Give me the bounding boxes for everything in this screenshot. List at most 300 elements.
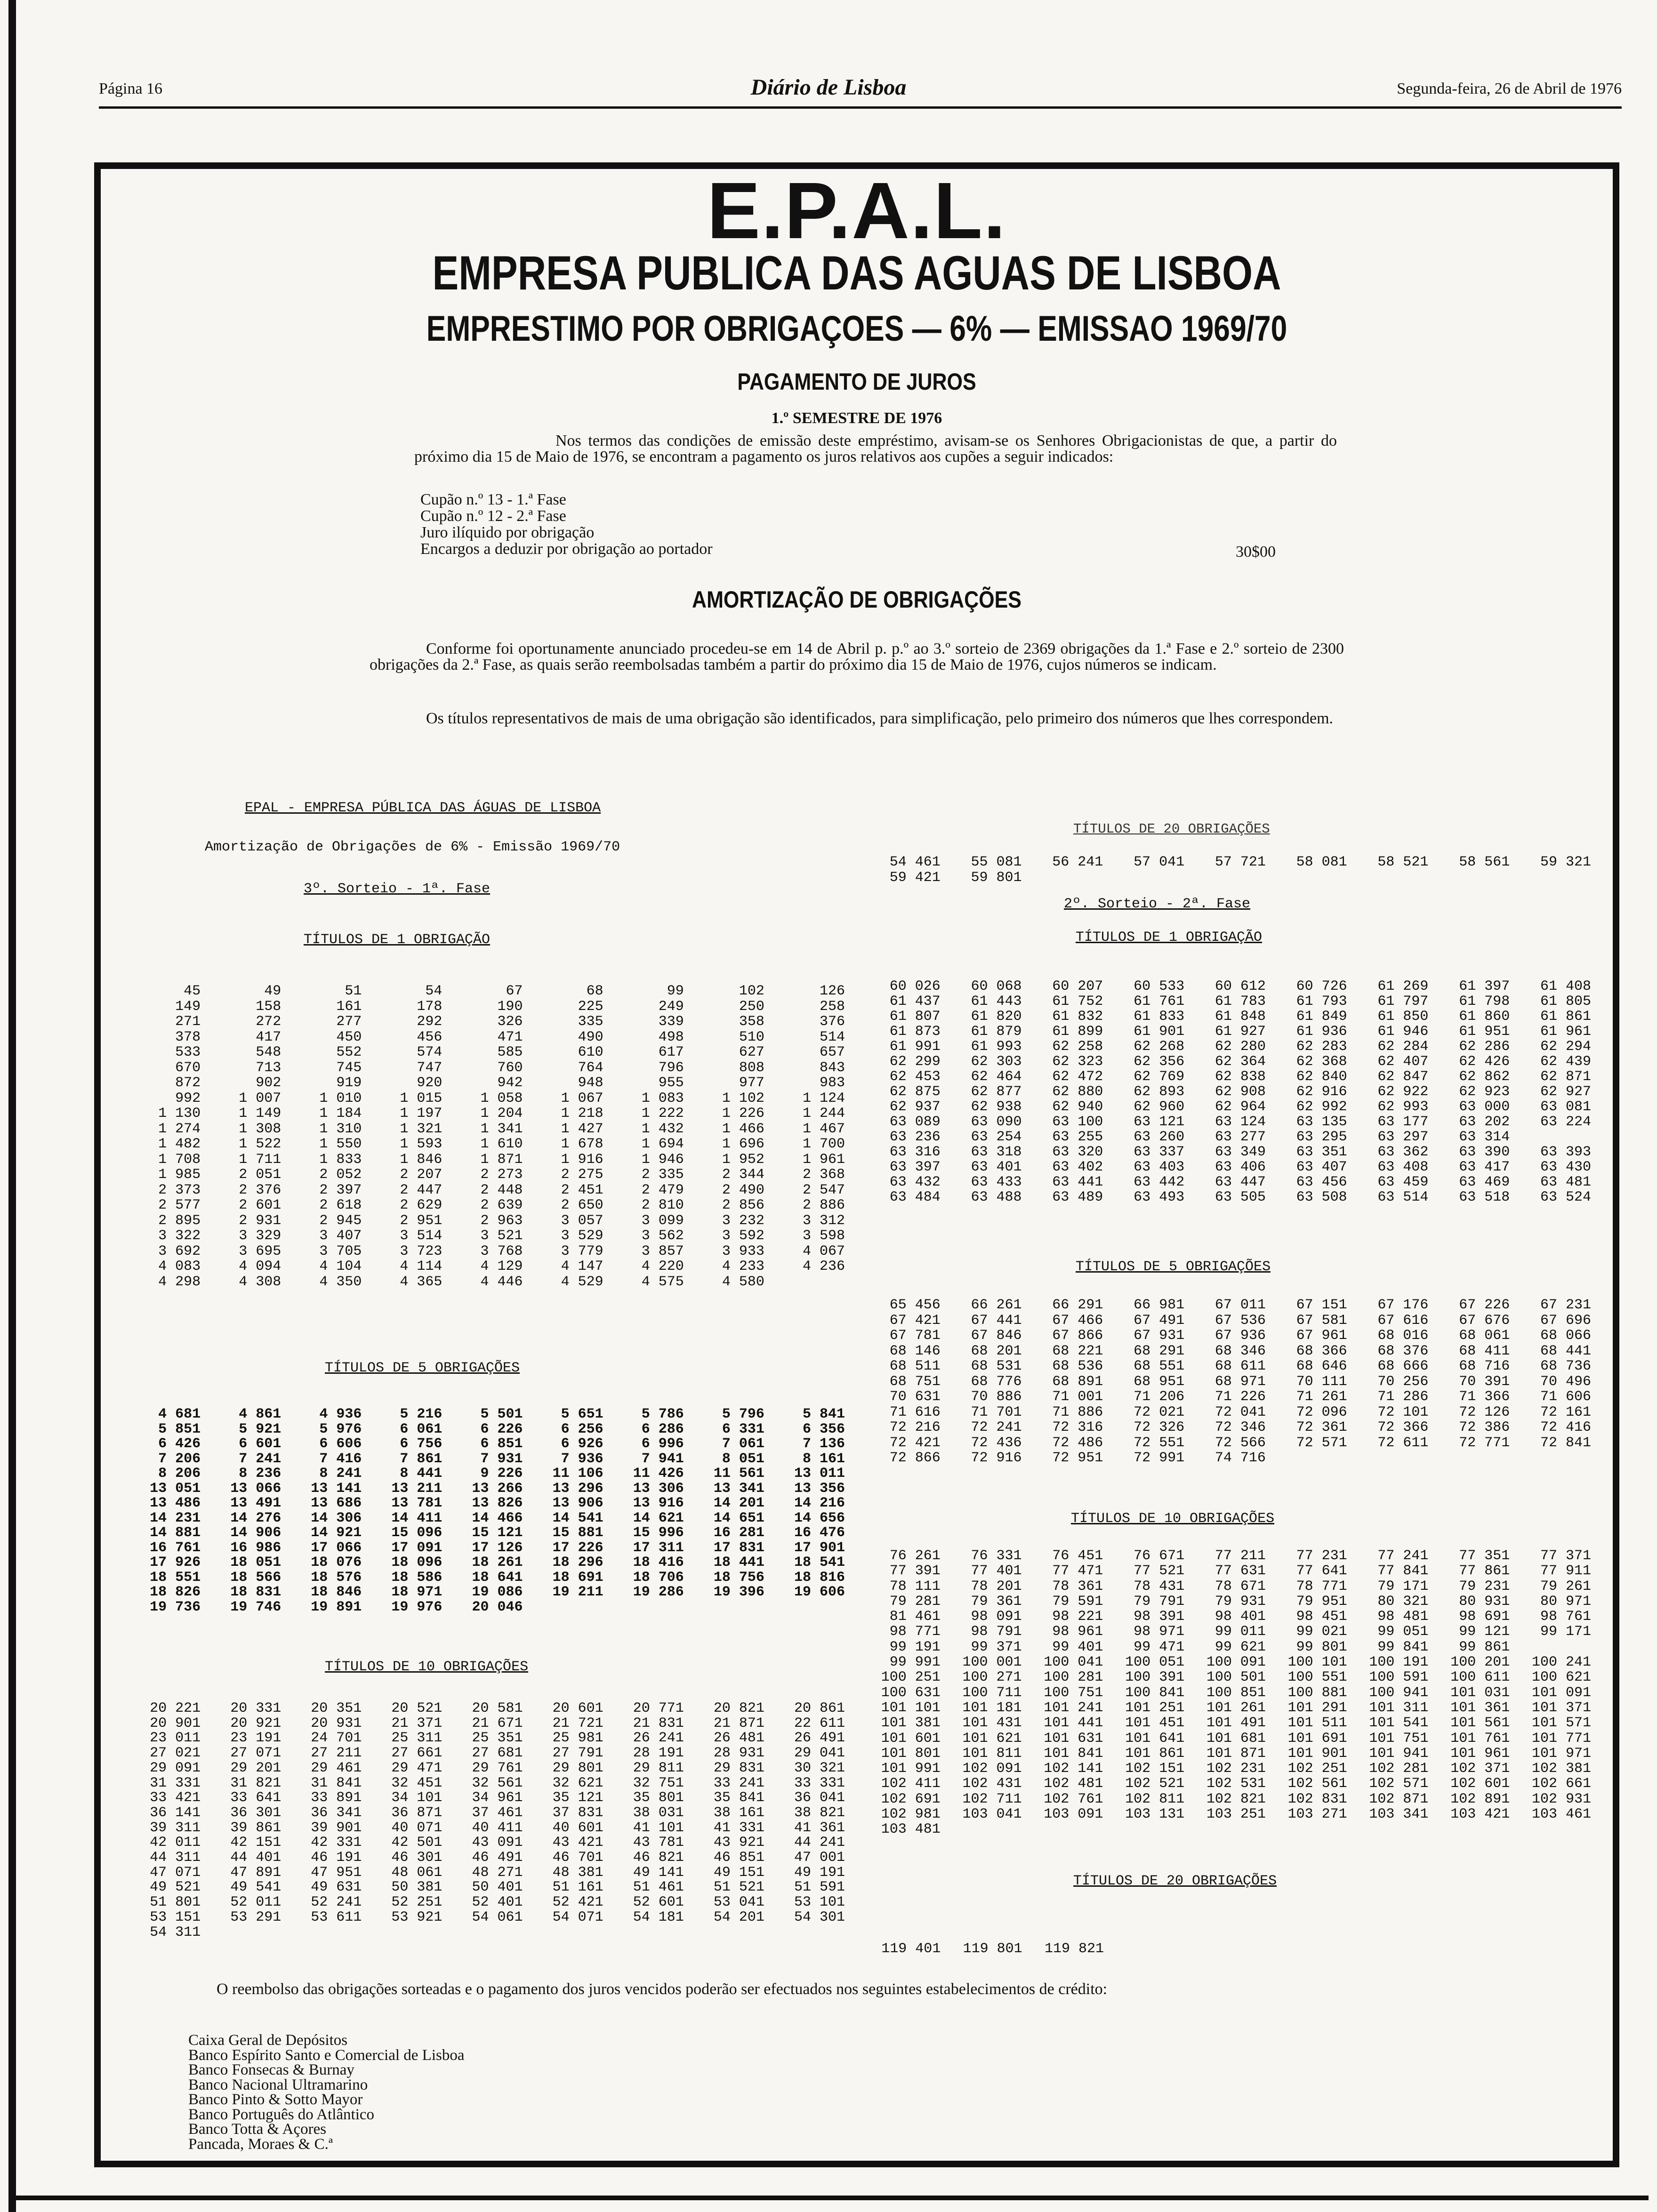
bond-number: 1 610 <box>480 1136 523 1152</box>
fase2-heading-5: TÍTULOS DE 5 OBRIGAÇÕES <box>1076 1259 1271 1275</box>
bond-number: 627 <box>739 1044 764 1060</box>
bond-number: 101 431 <box>962 1715 1022 1731</box>
bond-number: 103 481 <box>881 1821 941 1838</box>
bond-number: 1 222 <box>641 1106 684 1122</box>
bond-number: 62 268 <box>1134 1039 1185 1055</box>
bond-number <box>1266 1822 1347 1837</box>
bond-number: 63 469 <box>1459 1174 1510 1190</box>
bond-number: 102 381 <box>1531 1761 1591 1777</box>
bond-number: 17 311 <box>633 1539 684 1556</box>
bond-number: 14 411 <box>391 1510 442 1526</box>
bond-number: 4 936 <box>319 1406 362 1422</box>
bond-number: 27 211 <box>311 1745 362 1762</box>
bond-number: 6 356 <box>802 1421 845 1437</box>
bond-number: 5 216 <box>400 1406 442 1422</box>
bond-number: 62 472 <box>1052 1069 1103 1085</box>
bond-number: 6 756 <box>400 1436 442 1452</box>
bond-number: 71 286 <box>1377 1389 1429 1405</box>
bond-number: 43 921 <box>713 1835 764 1851</box>
bond-number: 21 721 <box>552 1715 603 1731</box>
bond-number: 7 931 <box>480 1451 523 1467</box>
bond-number: 33 641 <box>230 1790 282 1806</box>
footer-rule <box>8 2196 1649 2200</box>
bond-number: 14 921 <box>311 1525 362 1541</box>
bond-number: 32 751 <box>633 1775 684 1791</box>
bond-number: 8 241 <box>319 1466 362 1482</box>
bond-number: 1 321 <box>400 1121 442 1137</box>
bond-number: 19 976 <box>391 1599 442 1615</box>
bond-number: 18 826 <box>150 1584 201 1600</box>
bond-number: 5 651 <box>561 1406 603 1422</box>
bond-number: 39 901 <box>311 1819 362 1836</box>
bond-number: 100 001 <box>962 1654 1022 1671</box>
bond-number: 27 661 <box>391 1745 442 1762</box>
bond-number: 62 453 <box>889 1069 941 1085</box>
bond-number: 35 121 <box>552 1790 603 1806</box>
bond-number: 942 <box>497 1075 523 1091</box>
bond-number: 2 052 <box>319 1167 362 1183</box>
bond-number: 63 277 <box>1215 1129 1266 1145</box>
bond-number: 27 791 <box>552 1745 603 1762</box>
bond-number: 61 873 <box>889 1024 941 1040</box>
bond-number: 339 <box>658 1014 684 1030</box>
bond-number: 17 066 <box>311 1539 362 1556</box>
bond-number: 61 861 <box>1540 1009 1591 1025</box>
bond-number: 4 580 <box>722 1274 764 1290</box>
bond-number: 63 254 <box>971 1129 1022 1145</box>
bond-number: 35 801 <box>633 1790 684 1806</box>
fase2-titles-5-grid <box>859 1298 1591 1466</box>
bond-number: 62 964 <box>1215 1099 1266 1115</box>
bond-number: 1 218 <box>561 1106 603 1122</box>
bond-number: 101 541 <box>1369 1715 1429 1731</box>
bond-number: 1 244 <box>802 1106 845 1122</box>
bank-name: Banco Nacional Ultramarino <box>188 2076 368 2093</box>
bond-number: 71 616 <box>889 1404 941 1420</box>
bond-number: 2 951 <box>400 1212 442 1229</box>
bond-number: 5 851 <box>158 1421 201 1437</box>
bond-number: 15 096 <box>391 1525 442 1541</box>
bond-number: 67 781 <box>889 1328 941 1344</box>
bond-number: 62 875 <box>889 1084 941 1100</box>
bond-number: 68 <box>586 983 603 999</box>
bond-number: 79 791 <box>1134 1593 1185 1610</box>
bond-number: 5 841 <box>802 1406 845 1422</box>
bond-number: 1 522 <box>239 1136 282 1152</box>
bond-number <box>764 1925 845 1940</box>
bond-number: 77 631 <box>1215 1563 1266 1579</box>
bond-number: 42 011 <box>150 1835 201 1851</box>
bond-number: 100 091 <box>1206 1654 1266 1671</box>
interest-heading: PAGAMENTO DE JUROS <box>737 369 976 395</box>
bond-number: 63 297 <box>1377 1129 1429 1145</box>
bond-number: 20 521 <box>391 1700 442 1716</box>
bond-number: 76 261 <box>889 1548 941 1564</box>
bond-number: 7 241 <box>239 1451 282 1467</box>
bond-number: 49 541 <box>230 1879 282 1896</box>
fase1-heading-5: TÍTULOS DE 5 OBRIGAÇÕES <box>325 1360 520 1376</box>
fase1-heading-1: TÍTULOS DE 1 OBRIGAÇÃO <box>304 932 491 948</box>
bond-number: 52 251 <box>391 1894 442 1911</box>
amortization-heading: AMORTIZAÇÃO DE OBRIGAÇÕES <box>692 586 1022 613</box>
bond-number: 54 301 <box>794 1909 845 1925</box>
bond-number: 67 846 <box>971 1328 1022 1344</box>
bond-number: 3 322 <box>158 1228 201 1244</box>
bond-number: 62 992 <box>1296 1099 1347 1115</box>
bond-number: 62 916 <box>1296 1084 1347 1100</box>
bond-number: 5 501 <box>480 1406 523 1422</box>
bond-number: 79 951 <box>1296 1593 1347 1610</box>
bond-number: 29 761 <box>472 1760 523 1776</box>
bond-number: 77 351 <box>1459 1548 1510 1564</box>
bond-number: 71 886 <box>1052 1404 1103 1420</box>
bond-number: 2 490 <box>722 1182 764 1198</box>
bond-number: 72 241 <box>971 1419 1022 1435</box>
bond-number: 76 451 <box>1052 1548 1103 1564</box>
bond-number: 72 161 <box>1540 1404 1591 1420</box>
bond-number: 6 226 <box>480 1421 523 1437</box>
bond-number: 119 801 <box>963 1941 1022 1957</box>
bond-number <box>1510 1640 1591 1655</box>
bond-number: 15 121 <box>472 1525 523 1541</box>
bond-number: 67 931 <box>1134 1328 1185 1344</box>
bond-number: 471 <box>497 1029 523 1045</box>
bond-number: 101 601 <box>881 1730 941 1747</box>
bond-number: 68 511 <box>889 1358 941 1374</box>
loan-title: EMPRESTIMO POR OBRIGAÇOES — 6% — EMISSAO 1969/70 <box>426 309 1287 349</box>
fase2-heading-20: TÍTULOS DE 20 OBRIGAÇÕES <box>1073 1873 1277 1889</box>
bond-number: 68 776 <box>971 1373 1022 1390</box>
bond-number: 3 521 <box>480 1228 523 1244</box>
bond-number: 14 651 <box>713 1510 764 1526</box>
bond-number: 79 261 <box>1540 1578 1591 1595</box>
bond-number: 11 561 <box>713 1466 764 1482</box>
bond-number: 3 933 <box>722 1243 764 1259</box>
bond-number: 102 761 <box>1044 1791 1103 1807</box>
fase1-title: 3º. Sorteio - 1ª. Fase <box>304 881 491 897</box>
bond-number: 44 401 <box>230 1850 282 1866</box>
bond-number: 27 071 <box>230 1745 282 1762</box>
bond-number: 61 797 <box>1377 994 1429 1010</box>
bond-number: 72 041 <box>1215 1404 1266 1420</box>
bond-number: 60 068 <box>971 978 1022 994</box>
bond-number: 78 361 <box>1052 1578 1103 1595</box>
bond-number: 510 <box>739 1029 764 1045</box>
bond-number: 14 306 <box>311 1510 362 1526</box>
bond-number: 30 321 <box>794 1760 845 1776</box>
bond-number: 11 106 <box>552 1466 603 1482</box>
bond-number: 63 408 <box>1377 1159 1429 1175</box>
bond-number: 1 184 <box>319 1106 362 1122</box>
bond-number: 610 <box>578 1044 603 1060</box>
bond-number: 745 <box>336 1059 362 1076</box>
bond-number: 70 496 <box>1540 1373 1591 1390</box>
bond-number: 61 805 <box>1540 994 1591 1010</box>
bond-number: 72 916 <box>971 1450 1022 1466</box>
bond-number: 102 531 <box>1206 1776 1266 1792</box>
bond-number: 1 067 <box>561 1090 603 1106</box>
bond-number: 98 221 <box>1052 1609 1103 1625</box>
bond-number: 100 241 <box>1531 1654 1591 1671</box>
bond-number: 574 <box>417 1044 442 1060</box>
bond-number: 514 <box>819 1029 845 1045</box>
bond-number: 99 121 <box>1459 1624 1510 1640</box>
bond-number: 13 306 <box>633 1480 684 1497</box>
bond-number: 101 511 <box>1287 1715 1347 1731</box>
bond-number: 8 161 <box>802 1451 845 1467</box>
bond-number: 4 529 <box>561 1274 603 1290</box>
header-rule <box>99 106 1622 109</box>
bond-number: 99 011 <box>1215 1624 1266 1640</box>
bond-number: 102 281 <box>1369 1761 1429 1777</box>
bond-number: 17 226 <box>552 1539 603 1556</box>
bond-number: 77 391 <box>889 1563 941 1579</box>
bond-number: 52 601 <box>633 1894 684 1911</box>
bond-number: 63 407 <box>1296 1159 1347 1175</box>
bond-number: 47 951 <box>311 1864 362 1881</box>
bond-number: 32 561 <box>472 1775 523 1791</box>
fase1-titles-1-grid <box>120 984 845 1290</box>
bond-number: 76 331 <box>971 1548 1022 1564</box>
bond-number: 53 041 <box>713 1894 764 1911</box>
bond-number: 77 401 <box>971 1563 1022 1579</box>
bond-number: 71 701 <box>971 1404 1022 1420</box>
bond-number: 78 431 <box>1134 1578 1185 1595</box>
bond-number: 55 081 <box>971 854 1022 870</box>
bond-number: 23 011 <box>150 1730 201 1747</box>
bond-number: 54 311 <box>150 1924 201 1940</box>
bond-number: 62 303 <box>971 1054 1022 1070</box>
bond-number: 98 971 <box>1134 1624 1185 1640</box>
bond-number: 54 <box>425 983 442 999</box>
bond-number <box>362 1925 442 1940</box>
bond-number: 25 311 <box>391 1730 442 1747</box>
bond-number: 44 311 <box>150 1850 201 1866</box>
bond-number: 47 001 <box>794 1850 845 1866</box>
bond-number: 78 771 <box>1296 1578 1347 1595</box>
bond-number: 20 771 <box>633 1700 684 1716</box>
bond-number: 46 191 <box>311 1850 362 1866</box>
bond-number: 62 364 <box>1215 1054 1266 1070</box>
bond-number: 19 736 <box>150 1599 201 1615</box>
bond-number: 13 266 <box>472 1480 523 1497</box>
bond-number: 63 202 <box>1459 1114 1510 1130</box>
bond-number: 158 <box>256 998 282 1015</box>
listing-subtitle: Amortização de Obrigações de 6% - Emissão 1969/70 <box>205 839 620 855</box>
bond-number: 63 349 <box>1215 1144 1266 1160</box>
bond-number: 670 <box>175 1059 201 1076</box>
bond-number: 17 901 <box>794 1539 845 1556</box>
bond-number: 98 761 <box>1540 1609 1591 1625</box>
bond-number: 31 841 <box>311 1775 362 1791</box>
bond-number: 63 397 <box>889 1159 941 1175</box>
bond-number: 67 936 <box>1215 1328 1266 1344</box>
bond-number: 103 341 <box>1369 1806 1429 1823</box>
bond-number: 79 361 <box>971 1593 1022 1610</box>
bond-number: 6 606 <box>319 1436 362 1452</box>
bond-number: 920 <box>417 1075 442 1091</box>
bond-number <box>764 1274 845 1290</box>
bond-number: 53 151 <box>150 1909 201 1925</box>
bond-number: 63 089 <box>889 1114 941 1130</box>
refund-paragraph: O reembolso das obrigações sorteadas e o pagamento dos juros vencidos poderão ser efectuados nos seguintes estabelecimentos de crédito: <box>217 1980 1108 1998</box>
bond-number: 1 694 <box>641 1136 684 1152</box>
bond-number: 72 551 <box>1134 1435 1185 1451</box>
bond-number: 61 437 <box>889 994 941 1010</box>
bond-number: 4 233 <box>722 1258 764 1274</box>
bond-number: 19 891 <box>311 1599 362 1615</box>
bond-number: 2 397 <box>319 1182 362 1198</box>
bond-number: 1 124 <box>802 1090 845 1106</box>
bond-number: 6 061 <box>400 1421 442 1437</box>
bond-number: 1 149 <box>239 1106 282 1122</box>
bond-number: 20 931 <box>311 1715 362 1731</box>
bond-number: 2 856 <box>722 1197 764 1213</box>
bond-number: 13 491 <box>230 1495 282 1511</box>
bond-number: 1 308 <box>239 1121 282 1137</box>
bond-number: 71 606 <box>1540 1389 1591 1405</box>
bond-number: 100 101 <box>1287 1654 1347 1671</box>
bond-number: 51 521 <box>713 1879 764 1896</box>
coupon-list <box>420 491 713 557</box>
bond-number: 63 351 <box>1296 1144 1347 1160</box>
bond-number: 71 366 <box>1459 1389 1510 1405</box>
bond-number: 490 <box>578 1029 603 1045</box>
bond-number: 100 501 <box>1206 1669 1266 1686</box>
bond-number: 18 576 <box>311 1569 362 1586</box>
bond-number: 18 096 <box>391 1555 442 1571</box>
bond-number: 5 921 <box>239 1421 282 1437</box>
bond-number: 15 996 <box>633 1525 684 1541</box>
bond-number: 552 <box>336 1044 362 1060</box>
bond-number: 99 861 <box>1459 1639 1510 1655</box>
bond-number: 49 631 <box>311 1879 362 1896</box>
bond-number: 77 241 <box>1377 1548 1429 1564</box>
bond-number: 39 311 <box>150 1819 201 1836</box>
bond-number: 2 051 <box>239 1167 282 1183</box>
bond-number: 2 945 <box>319 1212 362 1229</box>
bond-number: 60 207 <box>1052 978 1103 994</box>
bond-number: 3 562 <box>641 1228 684 1244</box>
bond-number: 4 446 <box>480 1274 523 1290</box>
bond-number: 58 521 <box>1377 854 1429 870</box>
coupon-line: Cupão n.º 13 - 1.ª Fase <box>420 491 566 508</box>
bond-number: 77 841 <box>1377 1563 1429 1579</box>
bond-number: 61 820 <box>971 1009 1022 1025</box>
bond-number: 3 857 <box>641 1243 684 1259</box>
bond-number: 100 391 <box>1125 1669 1185 1686</box>
bond-number: 36 301 <box>230 1804 282 1821</box>
bond-number: 19 606 <box>794 1584 845 1600</box>
bond-number: 100 271 <box>962 1669 1022 1686</box>
bond-number: 62 893 <box>1134 1084 1185 1100</box>
bond-number: 3 779 <box>561 1243 603 1259</box>
bond-number: 101 811 <box>962 1745 1022 1762</box>
bond-number: 72 436 <box>971 1435 1022 1451</box>
bond-number: 101 441 <box>1044 1715 1103 1731</box>
bond-number: 101 751 <box>1369 1730 1429 1747</box>
bond-number: 61 927 <box>1215 1024 1266 1040</box>
bond-number: 713 <box>256 1059 282 1076</box>
bond-number: 61 946 <box>1377 1024 1429 1040</box>
bond-number: 51 161 <box>552 1879 603 1896</box>
bond-number: 100 281 <box>1044 1669 1103 1686</box>
bond-number: 62 284 <box>1377 1039 1429 1055</box>
bond-number: 872 <box>175 1075 201 1091</box>
bond-number: 20 861 <box>794 1700 845 1716</box>
bond-number: 102 561 <box>1287 1776 1347 1792</box>
bond-number: 18 416 <box>633 1555 684 1571</box>
bond-number: 99 991 <box>889 1654 941 1671</box>
bond-number: 29 041 <box>794 1745 845 1762</box>
bond-number: 38 161 <box>713 1804 764 1821</box>
bank-name: Banco Português do Atlântico <box>188 2106 375 2123</box>
bond-number: 29 091 <box>150 1760 201 1776</box>
bond-number: 63 433 <box>971 1174 1022 1190</box>
bond-number: 102 521 <box>1125 1776 1185 1792</box>
bond-number: 46 301 <box>391 1850 442 1866</box>
bond-number: 63 524 <box>1540 1189 1591 1205</box>
fase2-titles-20-grid <box>859 1941 1104 1957</box>
bond-number: 63 456 <box>1296 1174 1347 1190</box>
bond-number: 1 946 <box>641 1151 684 1168</box>
bond-number: 15 881 <box>552 1525 603 1541</box>
bond-number: 62 880 <box>1052 1084 1103 1100</box>
bond-number: 102 151 <box>1125 1761 1185 1777</box>
bond-number: 103 251 <box>1206 1806 1266 1823</box>
bond-number: 61 860 <box>1459 1009 1510 1025</box>
bond-number: 42 501 <box>391 1835 442 1851</box>
bond-number: 58 081 <box>1296 854 1347 870</box>
bond-number: 29 461 <box>311 1760 362 1776</box>
bond-number: 63 401 <box>971 1159 1022 1175</box>
bond-number: 68 951 <box>1134 1373 1185 1390</box>
bond-number: 77 211 <box>1215 1548 1266 1564</box>
bond-number: 33 241 <box>713 1775 764 1791</box>
bond-number: 57 721 <box>1215 854 1266 870</box>
bond-number: 358 <box>739 1014 764 1030</box>
bond-number: 101 691 <box>1287 1730 1347 1747</box>
listing-company-line: EPAL - EMPRESA PÚBLICA DAS ÁGUAS DE LISBOA <box>245 800 601 816</box>
company-acronym: E.P.A.L. <box>707 166 1007 256</box>
bond-number <box>603 1600 684 1615</box>
bond-number: 102 931 <box>1531 1791 1591 1807</box>
bond-number: 48 061 <box>391 1864 442 1881</box>
bond-number: 36 041 <box>794 1790 845 1806</box>
bond-number: 62 299 <box>889 1054 941 1070</box>
bond-number: 585 <box>497 1044 523 1060</box>
bond-number: 100 611 <box>1450 1669 1510 1686</box>
bond-number: 101 861 <box>1125 1745 1185 1762</box>
bond-number: 378 <box>175 1029 201 1045</box>
bond-number: 103 041 <box>962 1806 1022 1823</box>
coupon-line: Cupão n.º 12 - 2.ª Fase <box>420 507 566 525</box>
bond-number: 249 <box>658 998 684 1015</box>
bond-number: 60 612 <box>1215 978 1266 994</box>
bond-number: 61 936 <box>1296 1024 1347 1040</box>
bond-number: 617 <box>658 1044 684 1060</box>
bond-number: 1 550 <box>319 1136 362 1152</box>
bond-number: 101 031 <box>1450 1684 1510 1701</box>
bond-number: 1 010 <box>319 1090 362 1106</box>
bond-number: 98 691 <box>1459 1609 1510 1625</box>
bond-number: 99 171 <box>1540 1624 1591 1640</box>
bond-number: 102 411 <box>881 1776 941 1792</box>
bond-number: 49 151 <box>713 1864 764 1881</box>
bond-number: 2 601 <box>239 1197 282 1213</box>
bond-number: 292 <box>417 1014 442 1030</box>
bond-number <box>1022 870 1103 886</box>
